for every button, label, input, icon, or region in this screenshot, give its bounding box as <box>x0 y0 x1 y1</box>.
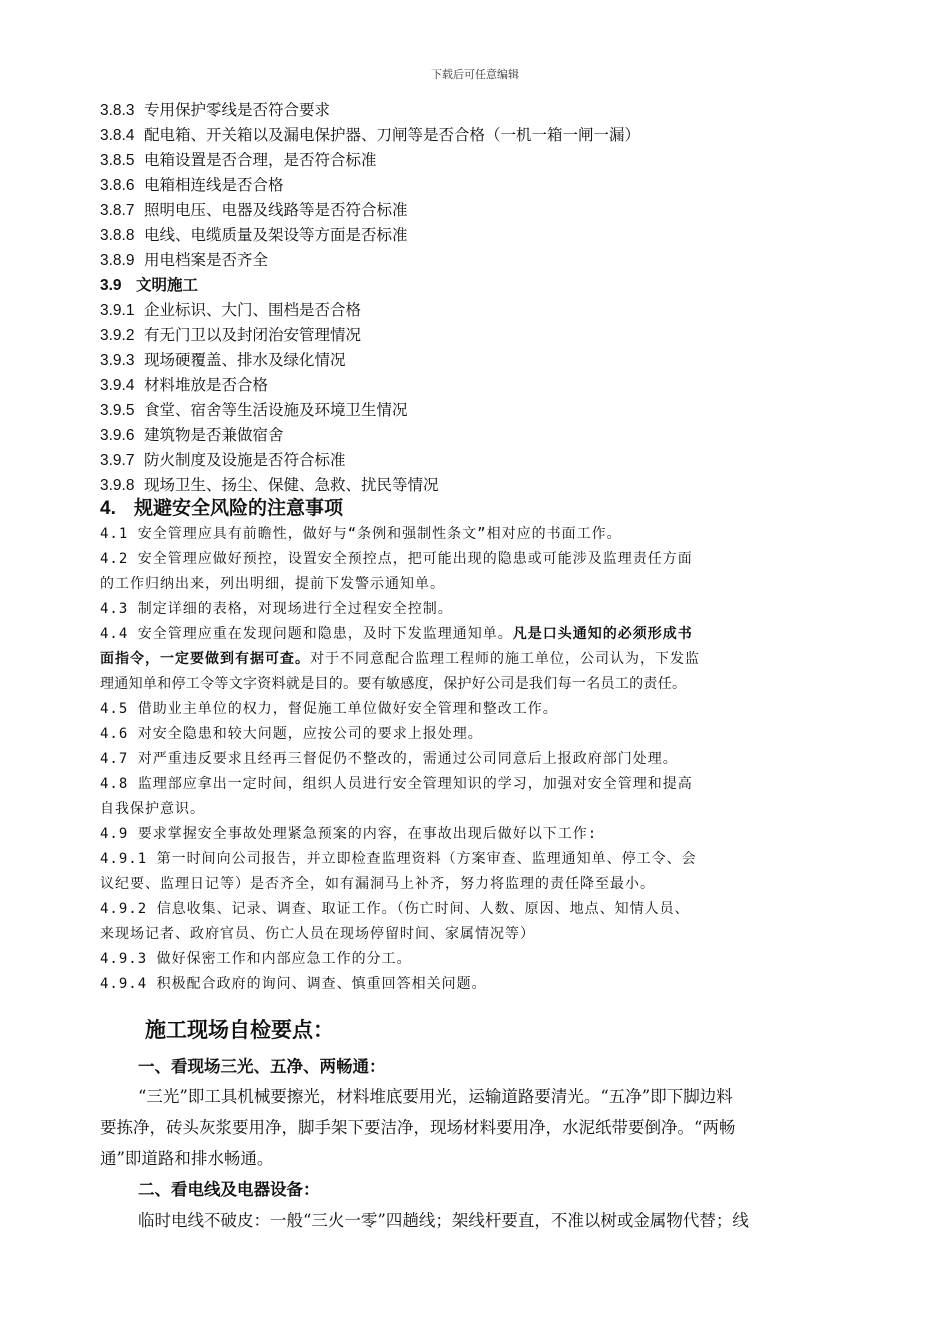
subheading: 一、看现场三光、五净、两畅通： <box>138 1057 386 1076</box>
paragraph-line <box>100 649 700 669</box>
list-item <box>100 100 330 121</box>
item-text: 材料堆放是否合格 <box>144 376 269 394</box>
subheading: 二、看电线及电器设备： <box>138 1180 320 1199</box>
list-item <box>100 475 439 496</box>
paragraph-line: “三光”即工具机械要擦光，材料堆底要用光，运输道路要清光。“五净”即下脚边料 <box>138 1087 733 1106</box>
page-title: 施工现场自检要点： <box>145 1017 334 1042</box>
item-number: 3.9.5 <box>100 402 135 419</box>
item-number: 3.9.6 <box>100 427 135 444</box>
item-text: 有无门卫以及封闭治安管理情况 <box>144 326 362 344</box>
item-number: 3.8.6 <box>100 177 135 194</box>
paragraph-line: 临时电线不破皮：一般“三火一零”四趟线；架线杆要直，不准以树或金属物代替；线 <box>138 1211 749 1230</box>
item-text: 照明电压、电器及线路等是否符合标准 <box>144 201 408 219</box>
paragraph-line: 议纪要、监理日记等）是否齐全，如有漏洞马上补齐，努力将监理的责任降至最小。 <box>100 876 655 892</box>
item-number: 3.9.8 <box>100 477 135 494</box>
list-item <box>100 250 268 271</box>
list-item <box>100 125 640 146</box>
paragraph-line: 通”即道路和排水畅通。 <box>100 1149 274 1168</box>
paragraph-line: 自我保护意识。 <box>100 801 205 817</box>
item-number: 3.9.4 <box>100 377 135 394</box>
item-text: 企业标识、大门、围档是否合格 <box>144 301 362 319</box>
paragraph-line: 4.9.3 做好保密工作和内部应急工作的分工。 <box>100 951 412 967</box>
paragraph-line: 来现场记者、政府官员、伤亡人员在现场停留时间、家属情况等） <box>100 926 535 942</box>
paragraph-line: 4.8 监理部应拿出一定时间，组织人员进行安全管理知识的学习，加强对安全管理和提高 <box>100 776 693 792</box>
section-heading-3-9 <box>100 275 198 296</box>
text-run: 对于不同意配合监理工程师的施工单位，公司认为，下发监 <box>310 651 700 667</box>
paragraph-line: 4.3 制定详细的表格，对现场进行全过程安全控制。 <box>100 601 453 617</box>
section-title: 文明施工 <box>136 275 199 294</box>
paragraph-line: 4.2 安全管理应做好预控，设置安全预控点，把可能出现的隐患或可能涉及监理责任方面 <box>100 551 693 567</box>
paragraph-line <box>100 624 693 644</box>
emphasis-text: 凡是口头通知的必须形成书 <box>512 626 693 642</box>
section-number: 3.9 <box>100 277 122 294</box>
emphasis-text: 面指令，一定要做到有据可查。 <box>100 651 310 667</box>
item-number: 3.8.9 <box>100 252 135 269</box>
item-text: 电箱相连线是否合格 <box>144 176 284 194</box>
section-heading-4 <box>100 498 343 519</box>
item-number: 3.8.3 <box>100 102 135 119</box>
item-text: 防火制度及设施是否符合标准 <box>144 451 346 469</box>
list-item <box>100 150 377 171</box>
item-number: 3.9.3 <box>100 352 135 369</box>
list-item <box>100 200 408 221</box>
item-number: 3.8.5 <box>100 152 135 169</box>
item-text: 配电箱、开关箱以及漏电保护器、刀闸等是否合格（一机一箱一闸一漏） <box>144 126 641 144</box>
paragraph-line: 4.1 安全管理应具有前瞻性，做好与“条例和强制性条文”相对应的书面工作。 <box>100 526 622 542</box>
list-item <box>100 400 408 421</box>
item-text: 现场硬覆盖、排水及绿化情况 <box>144 351 346 369</box>
list-item <box>100 300 361 321</box>
item-number: 3.9.7 <box>100 452 135 469</box>
text-run: 4.4 安全管理应重在发现问题和隐患，及时下发监理通知单。 <box>100 626 513 642</box>
item-text: 用电档案是否齐全 <box>144 251 269 269</box>
paragraph-line: 4.9.2 信息收集、记录、调查、取证工作。（伤亡时间、人数、原因、地点、知情人员、 <box>100 901 690 917</box>
paragraph-line: 的工作归纳出来，列出明细，提前下发警示通知单。 <box>100 576 445 592</box>
paragraph-line: 4.5 借助业主单位的权力，督促施工单位做好安全管理和整改工作。 <box>100 701 558 717</box>
list-item <box>100 450 346 471</box>
item-text: 电箱设置是否合理，是否符合标准 <box>144 151 377 169</box>
list-item <box>100 225 408 246</box>
list-item <box>100 425 284 446</box>
paragraph-line: 4.9 要求掌握安全事故处理紧急预案的内容，在事故出现后做好以下工作: <box>100 826 598 842</box>
item-text: 专用保护零线是否符合要求 <box>144 101 331 119</box>
paragraph-line: 4.6 对安全隐患和较大问题，应按公司的要求上报处理。 <box>100 726 483 742</box>
item-number: 3.8.4 <box>100 127 135 144</box>
item-number: 3.8.7 <box>100 202 135 219</box>
item-text: 食堂、宿舍等生活设施及环境卫生情况 <box>144 401 408 419</box>
item-text: 电线、电缆质量及架设等方面是否标准 <box>144 226 408 244</box>
section-number: 4. <box>100 498 116 519</box>
item-number: 3.8.8 <box>100 227 135 244</box>
list-item <box>100 375 268 396</box>
section-title: 规避安全风险的注意事项 <box>134 497 344 519</box>
paragraph-line: 理通知单和停工令等文字资料就是目的。要有敏感度，保护好公司是我们每一名员工的责任。 <box>100 676 687 692</box>
paragraph-line: 4.7 对严重违反要求且经再三督促仍不整改的，需通过公司同意后上报政府部门处理。 <box>100 751 678 767</box>
list-item <box>100 350 346 371</box>
item-number: 3.9.1 <box>100 302 135 319</box>
paragraph-line: 要拣净，砖头灰浆要用净，脚手架下要洁净，现场材料要用净，水泥纸带要倒净。“两畅 <box>100 1118 736 1137</box>
list-item <box>100 175 284 196</box>
item-text: 建筑物是否兼做宿舍 <box>144 426 284 444</box>
list-item <box>100 325 361 346</box>
paragraph-line: 4.9.4 积极配合政府的询问、调查、慎重回答相关问题。 <box>100 976 487 992</box>
page-header: 下载后可任意编辑 <box>431 68 519 81</box>
item-number: 3.9.2 <box>100 327 135 344</box>
item-text: 现场卫生、扬尘、保健、急救、扰民等情况 <box>144 476 439 494</box>
paragraph-line: 4.9.1 第一时间向公司报告，并立即检查监理资料（方案审查、监理通知单、停工令、会 <box>100 851 697 867</box>
